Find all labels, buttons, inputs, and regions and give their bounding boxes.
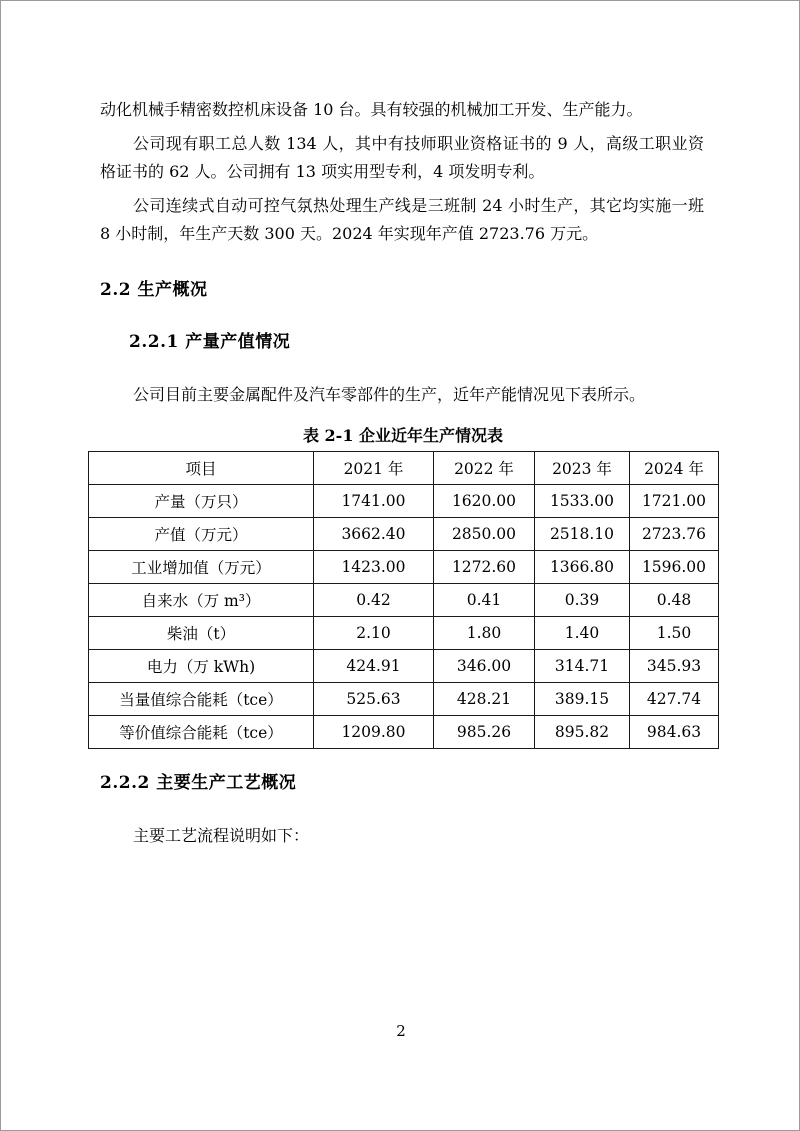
table-value-cell: 1366.80 [535, 551, 630, 584]
table-value-cell: 1721.00 [630, 485, 719, 518]
table-value-cell: 1596.00 [630, 551, 719, 584]
table-value-cell: 2518.10 [535, 518, 630, 551]
section-heading-2-2: 2.2 生产概况 [100, 280, 208, 300]
table-value-cell: 1.50 [630, 617, 719, 650]
table-label-cell: 产量（万只） [89, 485, 314, 518]
table-value-cell: 1.40 [535, 617, 630, 650]
table-value-cell: 314.71 [535, 650, 630, 683]
table-header-row [89, 452, 719, 485]
table-value-cell: 0.41 [434, 584, 535, 617]
table-header-cell: 2022 年 [434, 452, 535, 485]
table-value-cell: 2850.00 [434, 518, 535, 551]
table-value-cell: 0.39 [535, 584, 630, 617]
table-row [89, 551, 719, 584]
table-label-cell: 产值（万元） [89, 518, 314, 551]
table-label-cell: 柴油（t） [89, 617, 314, 650]
table-value-cell: 1741.00 [314, 485, 434, 518]
paragraph-staff: 公司现有职工总人数 134 人，其中有技师职业资格证书的 9 人，高级工职业资格证书的 62 人。公司拥有 13 项实用型专利，4 项发明专利。 [100, 134, 704, 181]
table-value-cell: 0.48 [630, 584, 719, 617]
table-value-cell: 525.63 [314, 683, 434, 716]
paragraph-production-line: 公司连续式自动可控气氛热处理生产线是三班制 24 小时生产，其它均实施一班 8 小时制，年生产天数 300 天。2024 年实现年产值 2723.76 万元。 [100, 196, 704, 243]
production-table [88, 451, 719, 749]
table-row [89, 485, 719, 518]
table-header-cell: 2024 年 [630, 452, 719, 485]
section-heading-2-2-2: 2.2.2 主要生产工艺概况 [100, 773, 297, 793]
paragraph-table-intro: 公司目前主要金属配件及汽车零部件的生产，近年产能情况见下表所示。 [133, 385, 646, 404]
table-value-cell: 2723.76 [630, 518, 719, 551]
table-row [89, 650, 719, 683]
table-header-cell: 2021 年 [314, 452, 434, 485]
table-value-cell: 2.10 [314, 617, 434, 650]
table-value-cell: 0.42 [314, 584, 434, 617]
table-value-cell: 1272.60 [434, 551, 535, 584]
table-value-cell: 1209.80 [314, 716, 434, 749]
page-number: 2 [396, 1022, 406, 1040]
table-value-cell: 345.93 [630, 650, 719, 683]
table-row [89, 716, 719, 749]
table-value-cell: 984.63 [630, 716, 719, 749]
table-label-cell: 等价值综合能耗（tce） [89, 716, 314, 749]
paragraph-continuation: 动化机械手精密数控机床设备 10 台。具有较强的机械加工开发、生产能力。 [100, 100, 643, 119]
table-row [89, 584, 719, 617]
table-label-cell: 自来水（万 m³） [89, 584, 314, 617]
table-value-cell: 895.82 [535, 716, 630, 749]
table-value-cell: 346.00 [434, 650, 535, 683]
table-title: 表 2-1 企业近年生产情况表 [302, 426, 504, 445]
table-value-cell: 3662.40 [314, 518, 434, 551]
table-header-cell: 项目 [89, 452, 314, 485]
table-value-cell: 1.80 [434, 617, 535, 650]
table-value-cell: 389.15 [535, 683, 630, 716]
table-value-cell: 428.21 [434, 683, 535, 716]
production-table-wrapper [88, 451, 719, 749]
section-heading-2-2-1: 2.2.1 产量产值情况 [129, 332, 291, 352]
production-table-body [89, 452, 719, 749]
table-row [89, 617, 719, 650]
table-value-cell: 427.74 [630, 683, 719, 716]
table-value-cell: 1533.00 [535, 485, 630, 518]
table-label-cell: 电力（万 kWh) [89, 650, 314, 683]
table-row [89, 518, 719, 551]
table-value-cell: 1423.00 [314, 551, 434, 584]
paragraph-process-intro: 主要工艺流程说明如下： [133, 826, 310, 845]
table-label-cell: 工业增加值（万元） [89, 551, 314, 584]
table-value-cell: 1620.00 [434, 485, 535, 518]
table-row [89, 683, 719, 716]
table-header-cell: 2023 年 [535, 452, 630, 485]
intro-paragraph-block [100, 96, 704, 254]
table-value-cell: 424.91 [314, 650, 434, 683]
table-label-cell: 当量值综合能耗（tce） [89, 683, 314, 716]
table-value-cell: 985.26 [434, 716, 535, 749]
